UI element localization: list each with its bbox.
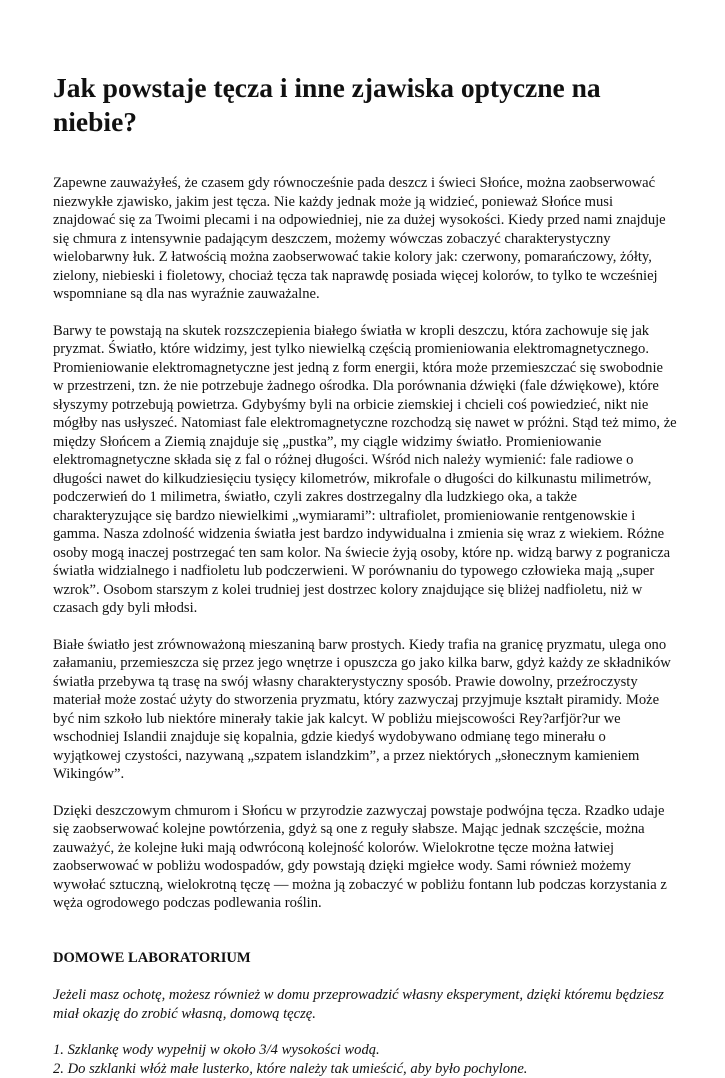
- lab-step: 2. Do szklanki włóż małe lusterko, które należy tak umieścić, aby było pochylone.: [53, 1060, 677, 1078]
- document-page: [53, 71, 677, 1078]
- paragraph-prism: Białe światło jest zrównoważoną mieszaniną barw prostych. Kiedy trafia na granicę pryzmatu, ulega ono załamaniu, przemieszcza się przez jego wnętrze i opuszcza go jako kilka barw, gdyż każdy ze składników światła przebywa tą trasę na swój własny charakterystyczny sposób. Prawie dowolny, przeźroczysty materiał może zostać użyty do stworzenia pryzmatu, który zazwyczaj przyjmuje kształt piramidy. Może być nim szkoło lub niektóre minerały takie jak kalcyt. W pobliżu miejscowości Rey?arfjör?ur we wschodniej Islandii znajduje się kopalnia, gdzie kiedyś wydobywano odmianę tego minerału o wyjątkowej czystości, nazywaną „szpatem islandzkim”, a przez niektórych „słonecznym kamieniem Wikingów”.: [53, 636, 677, 784]
- lab-step: 1. Szklankę wody wypełnij w około 3/4 wysokości wodą.: [53, 1041, 677, 1060]
- paragraph-electromagnetic: Barwy te powstają na skutek rozszczepienia białego światła w kropli deszczu, która zachowuje się jak pryzmat. Światło, które widzimy, jest tylko niewielką częścią promieniowania elektromagnetycznego. Promieniowanie elektromagnetyczne jest jedną z form energii, która może przemieszczać się swobodnie w przestrzeni, tzn. że nie potrzebuje żadnego ośrodka. Dla porównania dźwięki (fale dźwiękowe), które słyszymy potrzebują powietrza. Gdybyśmy byli na orbicie ziemskiej i chcieli coś powiedzieć, nikt nie mógłby nas usłyszeć. Natomiast fale elektromagnetyczne rozchodzą się nawet w próżni. Stąd też mimo, że między Słońcem a Ziemią znajduje się „pustka”, my ciągle widzimy światło. Promieniowanie elektromagnetyczne składa się z fal o różnej długości. Wśród nich należy wymienić: fale radiowe o długości nawet do kilkudziesięciu tysięcy kilometrów, mikrofale o długości do kilkunastu milimetrów, podczerwień do 1 milimetra, światło, czyli zakres dostrzegalny dla ludzkiego oka, a także charakteryzujące się bardzo niewielkimi „wymiarami”: ultrafiolet, promieniowanie rentgenowskie i gamma. Nasza zdolność widzenia światła jest bardzo indywidualna i zmienia się wraz z wiekiem. Różne osoby mogą inaczej postrzegać ten sam kolor. Na świecie żyją osoby, które np. widzą barwy z pogranicza światła widzialnego i nadfioletu lub podczerwieni. W porównaniu do typowego człowieka mają „super wzrok”. Osobom starszym z kolei trudniej jest dostrzec kolory znajdujące się bliżej nadfioletu, niż w czasach gdy byli młodsi.: [53, 322, 677, 618]
- paragraph-double-rainbow: Dzięki deszczowym chmurom i Słońcu w przyrodzie zazwyczaj powstaje podwójna tęcza. Rzadko udaje się zaobserwować kolejne powtórzenia, gdyż są one z reguły słabsze. Mając jednak szczęście, można zauważyć, że kolejne łuki mają odwróconą kolejność kolorów. Wielokrotne tęcze można łatwiej zaobserwować w pobliżu wodospadów, gdy powstają dzięki mgiełce wody. Sami również możemy wywołać sztuczną, wielokrotną tęczę — można ją zobaczyć w pobliżu fontann lub podczas korzystania z węża ogrodowego podczas podlewania roślin.: [53, 802, 677, 913]
- paragraph-rainbow-intro: Zapewne zauważyłeś, że czasem gdy równocześnie pada deszcz i świeci Słońce, można zaobserwować niezwykłe zjawisko, jakim jest tęcza. Nie każdy jednak może ją widzieć, ponieważ Słońce musi znajdować się za Twoimi plecami i na odpowiedniej, nie za dużej wysokości. Kiedy przed nami znajduje się chmura z intensywnie padającym deszczem, możemy wówczas zobaczyć charakterystyczny wielobarwny łuk. Z łatwością można zaobserwować takie kolory jak: czerwony, pomarańczowy, żółty, zielony, niebieski i fioletowy, chociaż tęcza tak naprawdę posiada więcej kolorów, to tylko te wcześniej wspomniane są dla nas wyraźnie zauważalne.: [53, 174, 677, 304]
- article-title: Jak powstaje tęcza i inne zjawiska optyczne na niebie?: [53, 71, 677, 139]
- lab-intro: Jeżeli masz ochotę, możesz również w domu przeprowadzić własny eksperyment, dzięki któremu będziesz miał okazję do zrobić własną, domową tęczę.: [53, 986, 677, 1023]
- lab-heading: DOMOWE LABORATORIUM: [53, 949, 677, 968]
- lab-steps-list: [53, 1041, 677, 1078]
